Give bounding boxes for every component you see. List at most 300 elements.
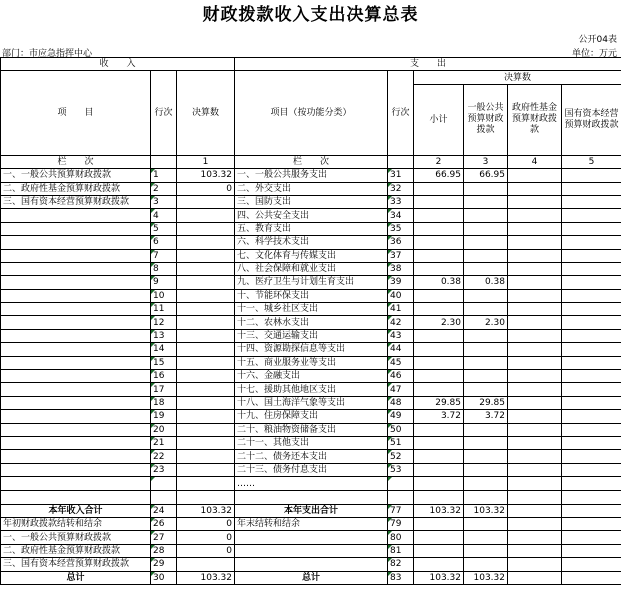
expense-general-budget [464, 450, 508, 463]
table-row [1, 463, 621, 476]
expense-item-name: 七、文化体育与传媒支出 [235, 249, 388, 262]
table-row [1, 383, 621, 396]
table-row [1, 169, 621, 182]
spacer-cell [1, 491, 151, 504]
expense-header: 支 出 [235, 58, 621, 71]
expense-item-name: 十六、金融支出 [235, 370, 388, 383]
expense-item-name: 十一、城乡社区支出 [235, 303, 388, 316]
gov-fund-header: 政府性基金预算财政拨款 [508, 84, 562, 155]
carry-expense-line: 81 [388, 544, 414, 557]
table-row [1, 343, 621, 356]
expense-gov-fund [508, 262, 562, 275]
carry-expense-cell [508, 558, 562, 571]
form-number: 公开04表 [578, 35, 617, 45]
income-line-no: 8 [151, 262, 177, 275]
income-item-name [1, 356, 151, 369]
expense-state-capital [562, 276, 621, 289]
expense-gov-fund [508, 316, 562, 329]
expense-line-no: 35 [388, 222, 414, 235]
income-line-no: 7 [151, 249, 177, 262]
expense-state-capital [562, 222, 621, 235]
table-row [1, 236, 621, 249]
carry-row [1, 517, 621, 530]
income-item-name: 一、一般公共预算财政拨款 [1, 169, 151, 182]
expense-line-no: 39 [388, 276, 414, 289]
grand-expense-general: 103.32 [464, 571, 508, 584]
expense-state-capital [562, 370, 621, 383]
table-row [1, 182, 621, 195]
carry-expense-cell [414, 531, 464, 544]
table-row [1, 396, 621, 409]
blank-row [1, 491, 621, 504]
carry-expense-name [235, 531, 388, 544]
expense-general-budget: 66.95 [464, 169, 508, 182]
expense-item-name: 六、科学技术支出 [235, 236, 388, 249]
expense-subtotal [414, 182, 464, 195]
income-amount [177, 436, 235, 449]
expense-line-no: 51 [388, 436, 414, 449]
expense-subtotal: 66.95 [414, 169, 464, 182]
carry-amount: 0 [177, 531, 235, 544]
expense-item-name: 十二、农林水支出 [235, 316, 388, 329]
expense-total-general: 103.32 [464, 504, 508, 517]
expense-general-budget [464, 222, 508, 235]
expense-subtotal [414, 222, 464, 235]
carry-item-name: 年初财政拨款结转和结余 [1, 517, 151, 530]
income-item-name [1, 262, 151, 275]
expense-item-name: 二、外交支出 [235, 182, 388, 195]
income-line-no: 6 [151, 236, 177, 249]
expense-general-budget [464, 329, 508, 342]
expense-item-name: 五、教育支出 [235, 222, 388, 235]
carry-amount: 0 [177, 544, 235, 557]
table-row [1, 249, 621, 262]
spacer-cell [464, 491, 508, 504]
expense-general-budget [464, 249, 508, 262]
ellipsis-text: …… [235, 477, 388, 491]
table-row [1, 276, 621, 289]
spacer-cell [508, 491, 562, 504]
grand-total-label: 总计 [1, 571, 151, 584]
income-item-name [1, 383, 151, 396]
expense-item-name: 三、国防支出 [235, 195, 388, 208]
carry-expense-cell [464, 558, 508, 571]
expense-line-no: 33 [388, 195, 414, 208]
carry-line-no: 26 [151, 517, 177, 530]
col-2: 2 [414, 155, 464, 168]
expense-general-budget [464, 182, 508, 195]
grand-total-amount: 103.32 [177, 571, 235, 584]
income-amount [177, 329, 235, 342]
income-item-name [1, 222, 151, 235]
totals-row [1, 504, 621, 517]
table-row [1, 450, 621, 463]
col-3: 3 [464, 155, 508, 168]
expense-line-no: 31 [388, 169, 414, 182]
expense-line-no: 36 [388, 236, 414, 249]
expense-state-capital [562, 410, 621, 423]
income-line-no: 10 [151, 289, 177, 302]
expense-subtotal [414, 370, 464, 383]
expense-item-name: 二十一、其他支出 [235, 436, 388, 449]
expense-line-no: 42 [388, 316, 414, 329]
income-amount [177, 370, 235, 383]
carry-expense-cell [414, 517, 464, 530]
income-amount [177, 222, 235, 235]
carry-row [1, 531, 621, 544]
expense-general-budget [464, 370, 508, 383]
spacer-cell [235, 491, 388, 504]
income-line-no: 5 [151, 222, 177, 235]
carry-expense-line: 80 [388, 531, 414, 544]
carry-expense-name: 年末结转和结余 [235, 517, 388, 530]
expense-state-capital [562, 436, 621, 449]
expense-subtotal: 3.72 [414, 410, 464, 423]
carry-amount: 0 [177, 517, 235, 530]
income-amount [177, 276, 235, 289]
expense-general-budget [464, 356, 508, 369]
expense-state-capital [562, 396, 621, 409]
expense-line-header: 行次 [388, 71, 414, 155]
income-line-no: 2 [151, 182, 177, 195]
expense-subtotal [414, 343, 464, 356]
expense-gov-fund [508, 356, 562, 369]
income-amount: 103.32 [177, 169, 235, 182]
expense-line-no: 32 [388, 182, 414, 195]
table-row [1, 436, 621, 449]
grand-expense-label: 总计 [235, 571, 388, 584]
income-amount [177, 236, 235, 249]
expense-general-budget [464, 303, 508, 316]
expense-total-gov-fund [508, 504, 562, 517]
expense-line-no: 49 [388, 410, 414, 423]
income-amount [177, 209, 235, 222]
income-item-header: 项 目 [1, 71, 151, 155]
income-amount [177, 343, 235, 356]
carry-expense-cell [464, 517, 508, 530]
expense-subtotal [414, 383, 464, 396]
income-item-name [1, 396, 151, 409]
carry-line-no: 27 [151, 531, 177, 544]
expense-gov-fund [508, 236, 562, 249]
expense-line-no: 38 [388, 262, 414, 275]
table-row [1, 316, 621, 329]
report-title: 财政拨款收入支出决算总表 [202, 5, 419, 25]
income-amount [177, 396, 235, 409]
expense-gov-fund [508, 463, 562, 476]
carry-expense-cell [508, 517, 562, 530]
income-item-name [1, 249, 151, 262]
expense-amount-header: 决算数 [414, 71, 621, 84]
expense-general-budget [464, 463, 508, 476]
carry-expense-cell [562, 558, 621, 571]
table-row [1, 209, 621, 222]
expense-subtotal: 29.85 [414, 396, 464, 409]
expense-gov-fund [508, 182, 562, 195]
expense-state-capital [562, 195, 621, 208]
grand-expense-subtotal: 103.32 [414, 571, 464, 584]
carry-expense-cell [414, 544, 464, 557]
income-item-name [1, 436, 151, 449]
income-line-no: 21 [151, 436, 177, 449]
expense-line-no: 50 [388, 423, 414, 436]
expense-total-subtotal: 103.32 [414, 504, 464, 517]
ellipsis-row [1, 477, 621, 491]
grand-expense-state-capital [562, 571, 621, 584]
expense-subtotal [414, 262, 464, 275]
table-row [1, 222, 621, 235]
expense-state-capital [562, 289, 621, 302]
carry-expense-cell [562, 517, 621, 530]
carry-expense-cell [464, 531, 508, 544]
carry-item-name: 一、一般公共预算财政拨款 [1, 531, 151, 544]
spacer-cell [414, 477, 464, 491]
expense-state-capital [562, 316, 621, 329]
expense-general-budget: 2.30 [464, 316, 508, 329]
spacer-cell [151, 477, 177, 491]
expense-item-name: 十五、商业服务业等支出 [235, 356, 388, 369]
expense-general-budget [464, 209, 508, 222]
carry-item-name: 二、政府性基金预算财政拨款 [1, 544, 151, 557]
expense-gov-fund [508, 169, 562, 182]
state-capital-header: 国有资本经营预算财政拨款 [562, 84, 621, 155]
carry-expense-cell [464, 544, 508, 557]
expense-subtotal [414, 356, 464, 369]
carry-row [1, 558, 621, 571]
expense-general-budget: 0.38 [464, 276, 508, 289]
col-1: 1 [177, 155, 235, 168]
expense-gov-fund [508, 303, 562, 316]
expense-general-budget [464, 236, 508, 249]
income-line-header: 行次 [151, 71, 177, 155]
expense-state-capital [562, 329, 621, 342]
expense-line-no: 43 [388, 329, 414, 342]
income-item-name [1, 289, 151, 302]
income-amount [177, 463, 235, 476]
carry-amount [177, 558, 235, 571]
spacer-cell [151, 491, 177, 504]
expense-state-capital [562, 236, 621, 249]
expense-subtotal [414, 289, 464, 302]
expense-line-no: 44 [388, 343, 414, 356]
income-item-name [1, 463, 151, 476]
income-line-no: 22 [151, 450, 177, 463]
carry-line-no: 28 [151, 544, 177, 557]
income-amount-header: 决算数 [177, 71, 235, 155]
expense-general-budget [464, 383, 508, 396]
expense-subtotal [414, 463, 464, 476]
unit-label: 单位：万元 [571, 49, 617, 59]
income-amount [177, 383, 235, 396]
income-line-no: 11 [151, 303, 177, 316]
table-row [1, 303, 621, 316]
expense-total-line: 77 [388, 504, 414, 517]
income-item-name [1, 316, 151, 329]
income-amount [177, 195, 235, 208]
expense-gov-fund [508, 209, 562, 222]
expense-general-budget [464, 195, 508, 208]
carry-line-no: 29 [151, 558, 177, 571]
income-line-no: 9 [151, 276, 177, 289]
income-total-amount: 103.32 [177, 504, 235, 517]
table-row [1, 356, 621, 369]
col-4: 4 [508, 155, 562, 168]
income-total-line: 24 [151, 504, 177, 517]
carry-expense-cell [508, 531, 562, 544]
income-amount: 0 [177, 182, 235, 195]
income-item-name [1, 370, 151, 383]
expense-item-name: 八、社会保障和就业支出 [235, 262, 388, 275]
column-label-expense: 栏 次 [235, 155, 388, 168]
income-item-name [1, 236, 151, 249]
spacer-cell [562, 491, 621, 504]
expense-state-capital [562, 383, 621, 396]
income-item-name [1, 450, 151, 463]
income-line-no: 20 [151, 423, 177, 436]
expense-state-capital [562, 450, 621, 463]
spacer-cell [388, 477, 414, 491]
expense-line-no: 37 [388, 249, 414, 262]
carry-item-name: 三、国有资本经营预算财政拨款 [1, 558, 151, 571]
income-item-name [1, 276, 151, 289]
income-amount [177, 249, 235, 262]
income-line-no: 15 [151, 356, 177, 369]
expense-subtotal [414, 209, 464, 222]
income-amount [177, 410, 235, 423]
expense-gov-fund [508, 276, 562, 289]
spacer-cell [177, 491, 235, 504]
expense-item-header: 项目（按功能分类） [235, 71, 388, 155]
income-item-name [1, 410, 151, 423]
expense-total-state-capital [562, 504, 621, 517]
expense-item-name: 十八、国土海洋气象等支出 [235, 396, 388, 409]
expense-general-budget [464, 289, 508, 302]
expense-state-capital [562, 463, 621, 476]
income-amount [177, 303, 235, 316]
expense-item-name: 二十二、债务还本支出 [235, 450, 388, 463]
expense-item-name: 十、节能环保支出 [235, 289, 388, 302]
expense-item-name: 十四、资源勘探信息等支出 [235, 343, 388, 356]
carry-expense-cell [562, 531, 621, 544]
expense-line-no: 40 [388, 289, 414, 302]
expense-subtotal: 0.38 [414, 276, 464, 289]
income-header: 收 入 [1, 58, 235, 71]
income-line-no: 19 [151, 410, 177, 423]
income-line-no: 14 [151, 343, 177, 356]
expense-state-capital [562, 249, 621, 262]
expense-state-capital [562, 182, 621, 195]
expense-state-capital [562, 209, 621, 222]
grand-expense-line: 83 [388, 571, 414, 584]
income-item-name [1, 329, 151, 342]
spacer-cell [1, 477, 151, 491]
expense-gov-fund [508, 249, 562, 262]
carry-expense-line: 82 [388, 558, 414, 571]
expense-gov-fund [508, 343, 562, 356]
budget-table [0, 57, 621, 585]
spacer-cell [177, 477, 235, 491]
expense-subtotal [414, 195, 464, 208]
income-line-no: 23 [151, 463, 177, 476]
expense-general-budget [464, 343, 508, 356]
income-line-no: 1 [151, 169, 177, 182]
expense-subtotal [414, 303, 464, 316]
expense-state-capital [562, 423, 621, 436]
expense-state-capital [562, 303, 621, 316]
expense-item-name: 十七、援助其他地区支出 [235, 383, 388, 396]
expense-line-no: 47 [388, 383, 414, 396]
expense-subtotal [414, 236, 464, 249]
grand-expense-gov-fund [508, 571, 562, 584]
expense-line-no: 53 [388, 463, 414, 476]
expense-line-no: 34 [388, 209, 414, 222]
expense-line-no: 45 [388, 356, 414, 369]
expense-gov-fund [508, 396, 562, 409]
column-label: 栏 次 [1, 155, 151, 168]
expense-state-capital [562, 262, 621, 275]
expense-gov-fund [508, 410, 562, 423]
table-row [1, 262, 621, 275]
col-5: 5 [562, 155, 621, 168]
income-amount [177, 423, 235, 436]
spacer-cell [414, 491, 464, 504]
income-total-label: 本年收入合计 [1, 504, 151, 517]
expense-gov-fund [508, 370, 562, 383]
table-row [1, 329, 621, 342]
expense-gov-fund [508, 329, 562, 342]
expense-general-budget: 3.72 [464, 410, 508, 423]
expense-item-name: 二十、粮油物资储备支出 [235, 423, 388, 436]
income-item-name: 三、国有资本经营预算财政拨款 [1, 195, 151, 208]
expense-general-budget: 29.85 [464, 396, 508, 409]
expense-subtotal [414, 450, 464, 463]
carry-row [1, 544, 621, 557]
grand-total-row [1, 571, 621, 584]
income-amount [177, 262, 235, 275]
expense-line-no: 48 [388, 396, 414, 409]
expense-line-no: 46 [388, 370, 414, 383]
income-line-no: 4 [151, 209, 177, 222]
income-line-no: 16 [151, 370, 177, 383]
expense-gov-fund [508, 289, 562, 302]
expense-gov-fund [508, 436, 562, 449]
expense-state-capital [562, 343, 621, 356]
spacer-cell [508, 477, 562, 491]
expense-total-label: 本年支出合计 [235, 504, 388, 517]
expense-item-name: 一、一般公共服务支出 [235, 169, 388, 182]
expense-line-no: 41 [388, 303, 414, 316]
income-line-no: 17 [151, 383, 177, 396]
expense-subtotal [414, 249, 464, 262]
carry-expense-cell [414, 558, 464, 571]
spacer-cell [464, 477, 508, 491]
income-line-no: 13 [151, 329, 177, 342]
carry-expense-cell [562, 544, 621, 557]
department-label: 部门：市应急指挥中心 [2, 49, 93, 59]
income-amount [177, 289, 235, 302]
expense-subtotal: 2.30 [414, 316, 464, 329]
income-amount [177, 316, 235, 329]
expense-subtotal [414, 423, 464, 436]
expense-gov-fund [508, 423, 562, 436]
carry-expense-name [235, 544, 388, 557]
expense-gov-fund [508, 195, 562, 208]
income-item-name [1, 303, 151, 316]
expense-gov-fund [508, 383, 562, 396]
table-row [1, 370, 621, 383]
expense-gov-fund [508, 222, 562, 235]
income-item-name [1, 423, 151, 436]
